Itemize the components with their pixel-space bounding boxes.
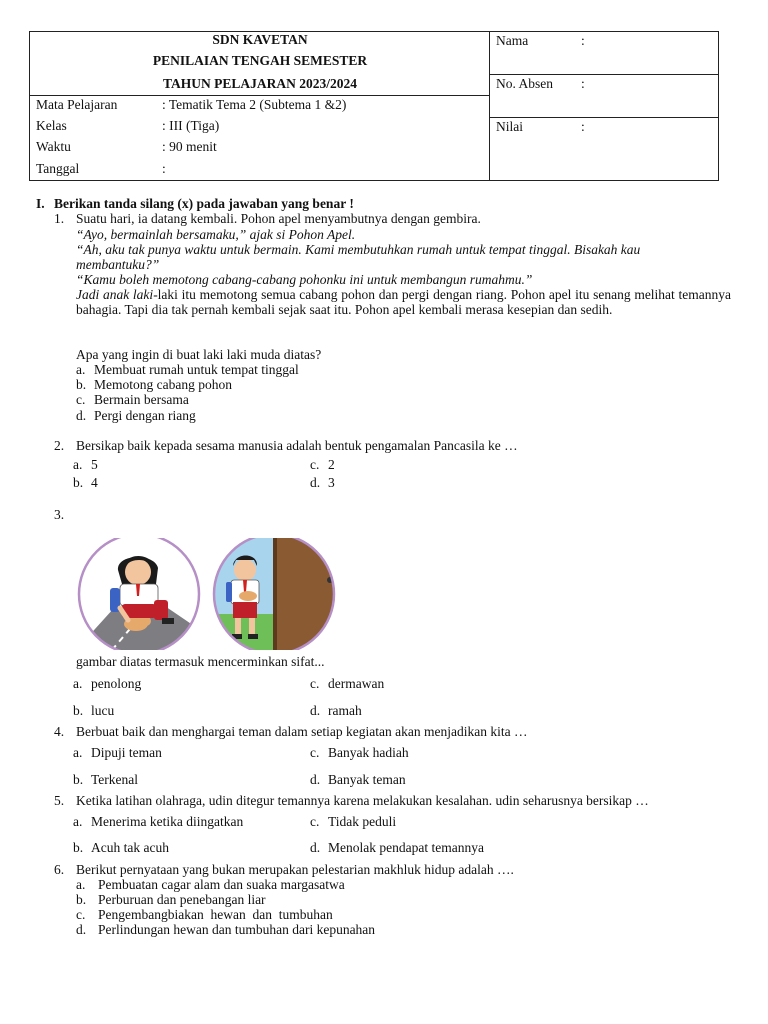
q1-number: 1. xyxy=(54,211,65,226)
q1-para-rest: -laki itu memotong semua cabang pohon dan pergi dengan riang. Pohon apel itu senang melihat temannya bahagia. Tapi dia tak pernah kembali sejak saat itu. Pohon apel kembali merasa kesepian dan sedih. xyxy=(76,287,732,318)
q2-option-d[interactable]: d. 3 xyxy=(310,475,335,490)
name-label: Nama xyxy=(496,33,529,48)
field-date-value: : xyxy=(162,161,166,176)
score-colon[interactable]: : xyxy=(581,119,585,134)
q4-number: 4. xyxy=(54,724,65,739)
q5-option-b[interactable]: b. Acuh tak acuh xyxy=(73,840,169,855)
section-number: I. xyxy=(36,196,45,211)
q2-option-c[interactable]: c. 2 xyxy=(310,457,335,472)
academic-year: TAHUN PELAJARAN 2023/2024 xyxy=(162,76,357,91)
q1-story-line3a: “Ah, aku tak punya waktu untuk bermain. Kami membutuhkan rumah untuk tempat tinggal. Bisakah kau xyxy=(76,242,641,257)
q3-option-c[interactable]: c. dermawan xyxy=(310,676,385,691)
q6-question: Berikut pernyataan yang bukan merupakan pelestarian makhluk hidup adalah …. xyxy=(76,862,514,877)
q1-story-line2: “Ayo, bermainlah bersamaku,” ajak si Pohon Apel. xyxy=(76,227,356,242)
field-class-label: Kelas xyxy=(36,118,67,133)
q1-question: Apa yang ingin di buat laki laki muda diatas? xyxy=(76,347,322,362)
q3-option-a[interactable]: a. penolong xyxy=(73,676,142,691)
q5-option-c[interactable]: c. Tidak peduli xyxy=(310,814,397,829)
q6-option-d[interactable]: d. Perlindungan hewan dan tumbuhan dari kepunahan xyxy=(76,922,376,937)
q3-number: 3. xyxy=(54,507,65,522)
q1-option-d[interactable]: d. Pergi dengan riang xyxy=(76,408,196,423)
q1-story-line1: Suatu hari, ia datang kembali. Pohon apel menyambutnya dengan gembira. xyxy=(76,211,481,226)
q5-option-d[interactable]: d. Menolak pendapat temannya xyxy=(310,840,484,855)
score-label: Nilai xyxy=(496,119,523,134)
absen-label: No. Absen xyxy=(496,76,553,91)
q1-option-a[interactable]: a. Membuat rumah untuk tempat tinggal xyxy=(76,362,299,377)
exam-title: PENILAIAN TENGAH SEMESTER xyxy=(152,53,368,68)
field-time-value: : 90 menit xyxy=(162,139,217,154)
field-class-value: : III (Tiga) xyxy=(162,118,220,133)
q4-option-d[interactable]: d. Banyak teman xyxy=(310,772,406,787)
q5-question: Ketika latihan olahraga, udin ditegur temannya karena melakukan kesalahan. udin seharusnya bersikap … xyxy=(76,793,649,808)
absen-colon[interactable]: : xyxy=(581,76,585,91)
q2-question: Bersikap baik kepada sesama manusia adalah bentuk pengamalan Pancasila ke … xyxy=(76,438,518,453)
q2-option-a[interactable]: a. 5 xyxy=(73,457,98,472)
q6-number: 6. xyxy=(54,862,65,877)
name-colon[interactable]: : xyxy=(581,33,585,48)
q5-option-a[interactable]: a. Menerima ketika diingatkan xyxy=(73,814,244,829)
field-time-label: Waktu xyxy=(36,139,71,154)
school-name: SDN KAVETAN xyxy=(212,32,308,47)
q4-option-c[interactable]: c. Banyak hadiah xyxy=(310,745,409,760)
q5-number: 5. xyxy=(54,793,65,808)
q1-option-c[interactable]: c. Bermain bersama xyxy=(76,392,189,407)
q2-option-b[interactable]: b. 4 xyxy=(73,475,98,490)
q3-option-b[interactable]: b. lucu xyxy=(73,703,115,718)
header-table xyxy=(29,31,719,181)
q4-question: Berbuat baik dan menghargai teman dalam setiap kegiatan akan menjadikan kita … xyxy=(76,724,528,739)
q4-option-a[interactable]: a. Dipuji teman xyxy=(73,745,162,760)
q6-option-b[interactable]: b. Perburuan dan penebangan liar xyxy=(76,892,266,907)
q4-option-b[interactable]: b. Terkenal xyxy=(73,772,139,787)
q3-illustration xyxy=(76,538,340,650)
q1-story-paragraph xyxy=(76,287,731,318)
q1-option-b[interactable]: b. Memotong cabang pohon xyxy=(76,377,232,392)
q2-number: 2. xyxy=(54,438,65,453)
q6-option-a[interactable]: a. Pembuatan cagar alam dan suaka margasatwa xyxy=(76,877,345,892)
q1-story-line4: “Kamu boleh memotong cabang-cabang pohonku ini untuk membangun rumahmu.” xyxy=(76,272,533,287)
q1-para-italic: Jadi anak laki xyxy=(76,287,154,302)
q3-question: gambar diatas termasuk mencerminkan sifat... xyxy=(76,654,325,669)
q6-option-c[interactable]: c. Pengembangbiakan hewan dan tumbuhan xyxy=(76,907,333,922)
helping-boy-image xyxy=(76,538,206,650)
field-subject-value: : Tematik Tema 2 (Subtema 1 &2) xyxy=(162,97,347,112)
section-instruction: Berikan tanda silang (x) pada jawaban yang benar ! xyxy=(54,196,354,211)
q3-option-d[interactable]: d. ramah xyxy=(310,703,362,718)
field-subject-label: Mata Pelajaran xyxy=(36,97,118,112)
q1-story-line3b: membantuku?” xyxy=(76,257,160,272)
field-date-label: Tanggal xyxy=(36,161,80,176)
